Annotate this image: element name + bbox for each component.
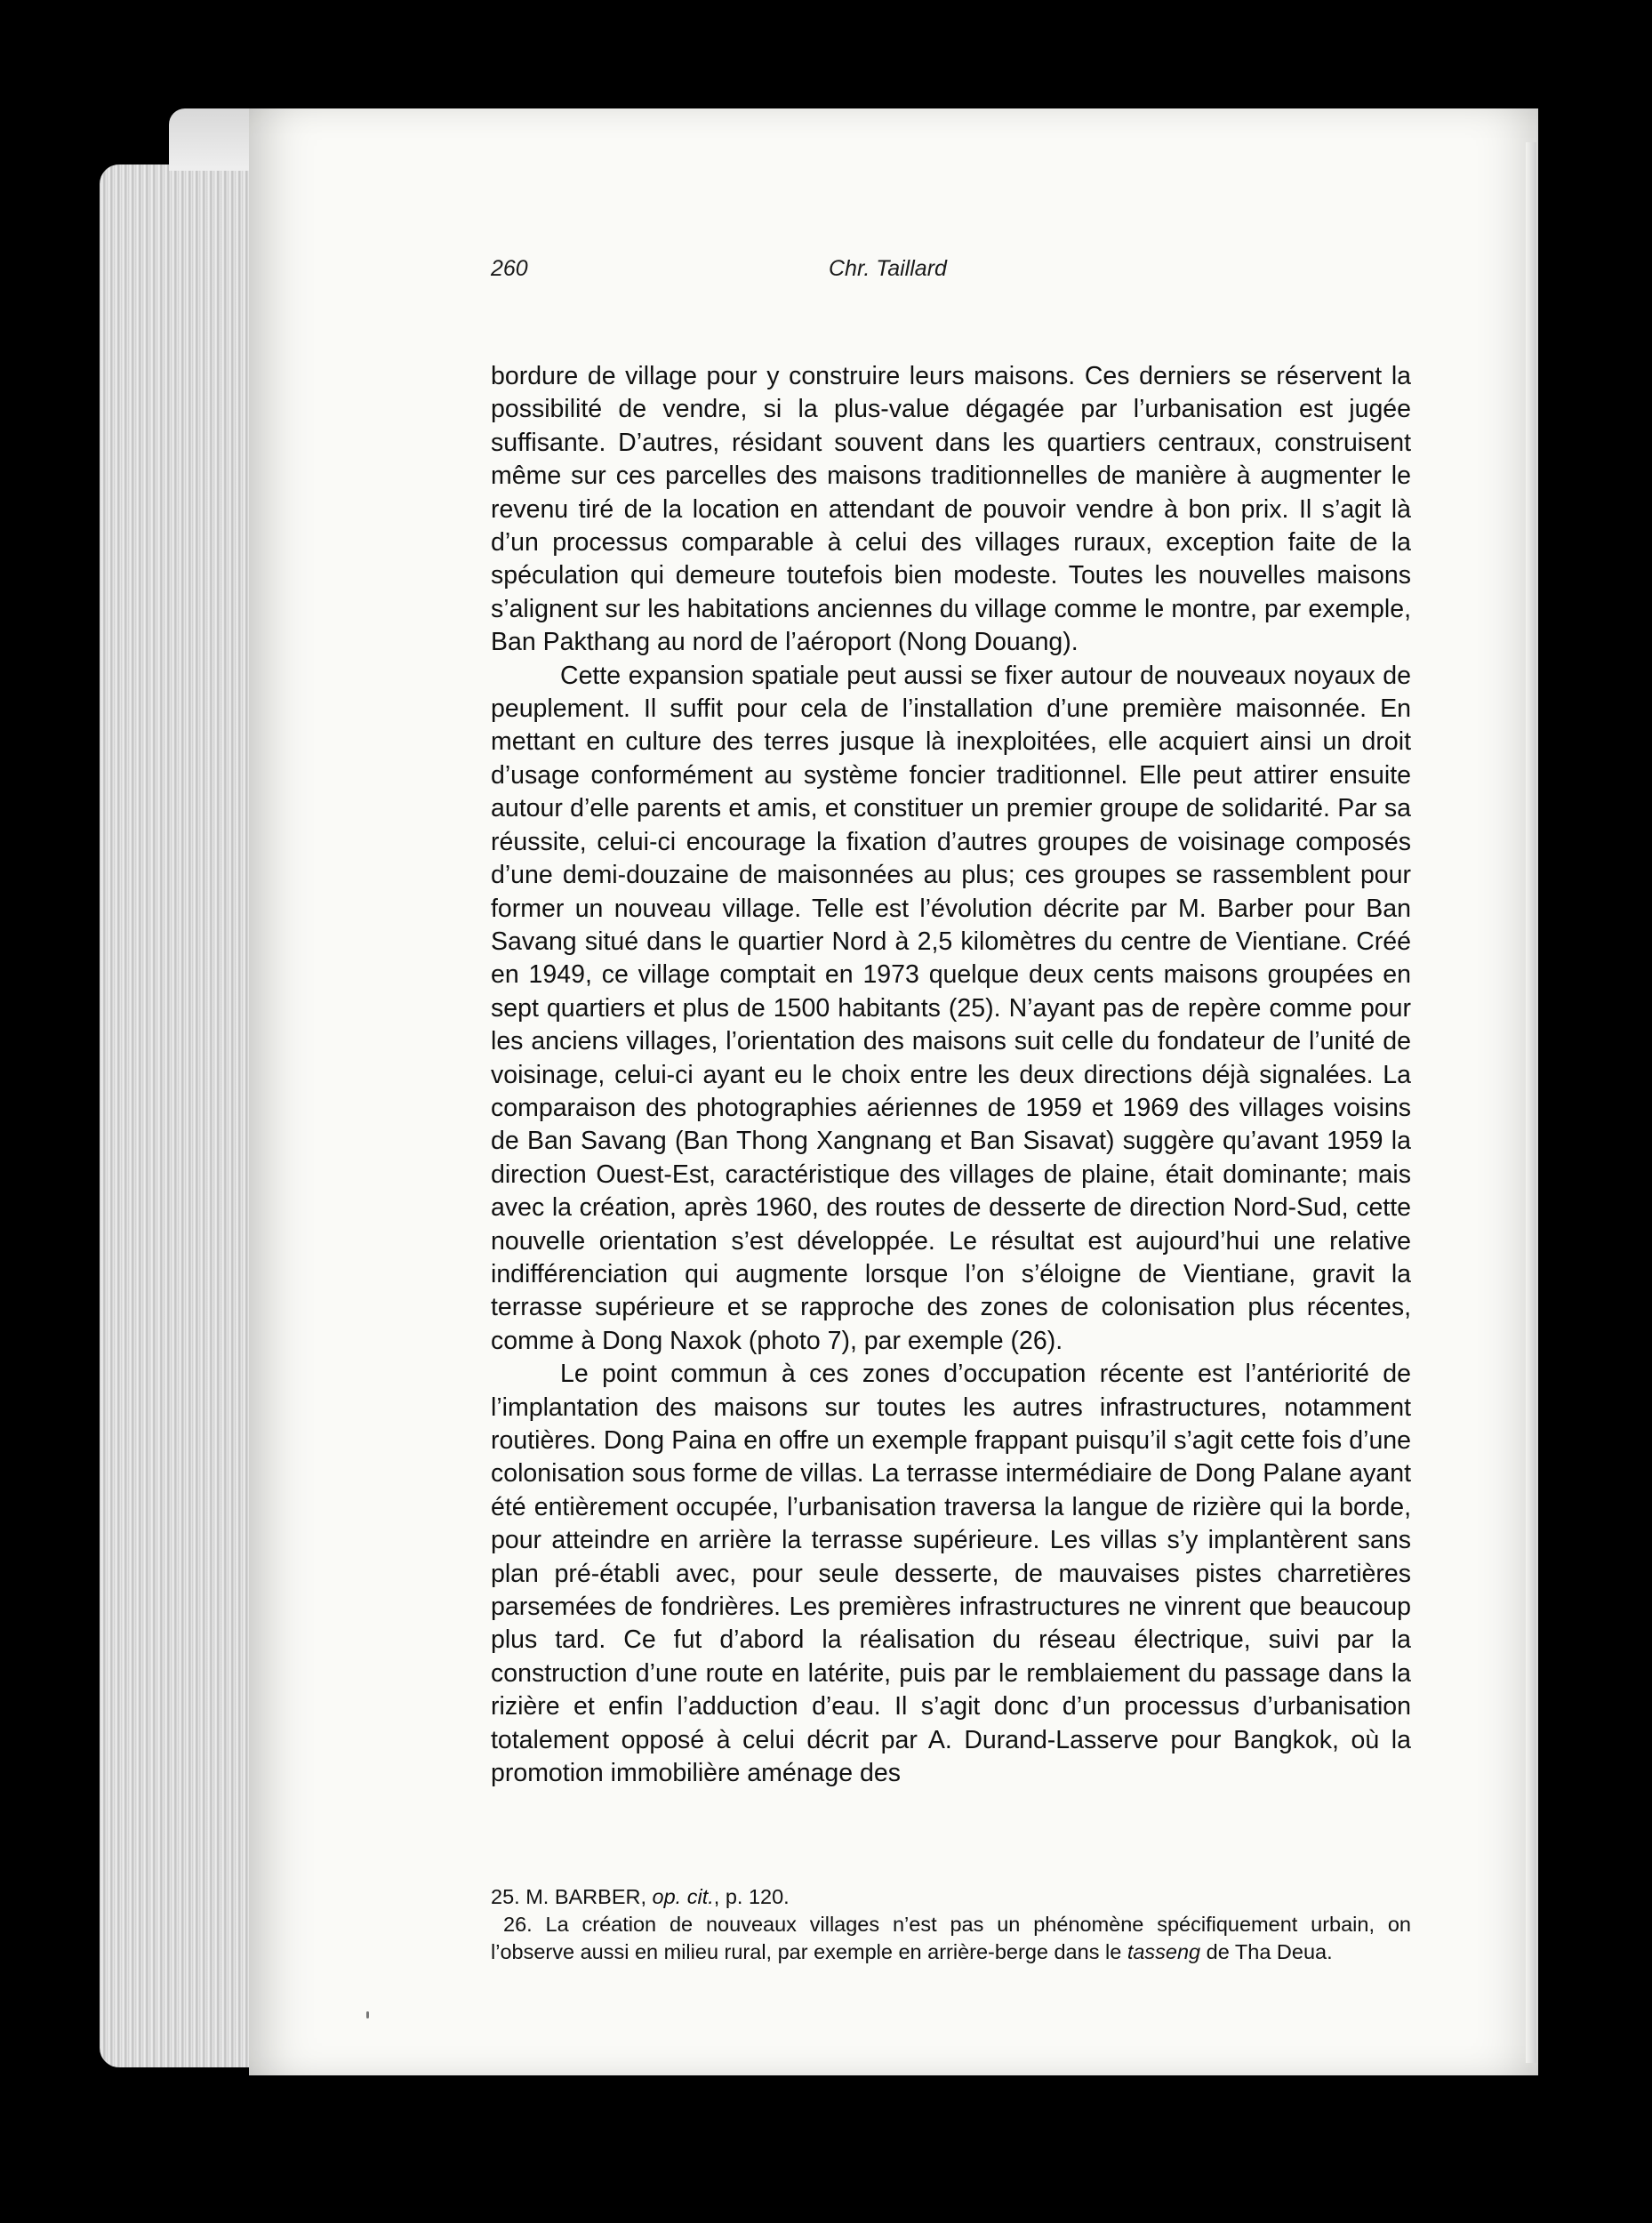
running-head: Chr. Taillard bbox=[829, 256, 947, 281]
footnote-25-tail: , p. 120. bbox=[713, 1885, 790, 1908]
footnote-25-italic: op. cit. bbox=[652, 1885, 714, 1908]
footnote-25-text: 25. M. BARBER, bbox=[491, 1885, 653, 1908]
paragraph-3: Le point commun à ces zones d’occupation récente est l’antériorité de l’implantation des maisons sur toutes les autres infrastructures, notamment routières. Dong Paina en offre un exemple frappant puisqu’il s’agit cette fois d’une colonisation sous forme de villas. La terrasse intermédiaire de Dong Palane ayant été entièrement occupée, l’urbanisation traversa la langue de rizière qui la borde, pour atteindre en arrière la terrasse supérieure. Les villas s’y implantèrent sans plan pré-établi avec, pour seule desserte, de mauvaises pistes charretières parsemées de fondrières. Les premières infrastructures ne vinrent que beaucoup plus tard. Ce fut d’abord la réalisation du réseau électrique, suivi par la construction d’une route en latérite, puis par le remblaiement du passage dans la rizière et enfin l’adduction d’eau. Il s’agit donc d’un processus d’urbanisation totalement opposé à celui décrit par A. Durand-Lasserve pour Bangkok, où la promotion immobilière aménage des bbox=[491, 1360, 1411, 1788]
page-header bbox=[491, 256, 1411, 292]
paragraph-1: bordure de village pour y construire leurs maisons. Ces derniers se réservent la possibilité de vendre, si la plus-value dégagée par l’urbanisation est jugée suffisante. D’autres, résidant souvent dans les quartiers centraux, construisent même sur ces parcelles des maisons traditionnelles de manière à augmenter le revenu tiré de la location en attendant de pouvoir vendre à bon prix. Il s’agit là d’un processus comparable à celui des villages ruraux, exception faite de la spéculation qui demeure toutefois bien modeste. Toutes les nouvelles maisons s’alignent sur les habitations anciennes du village comme le montre, par exemple, Ban Pakthang au nord de l’aéroport (Nong Douang). bbox=[491, 362, 1411, 657]
page-right-edge bbox=[1526, 142, 1536, 2063]
footnote-25 bbox=[491, 1883, 1411, 1911]
footnote-26-italic: tasseng bbox=[1127, 1940, 1201, 1963]
page-stack-edge bbox=[100, 165, 255, 2067]
footnote-26-tail: de Tha Deua. bbox=[1200, 1940, 1333, 1963]
page-number: 260 bbox=[491, 256, 528, 281]
footnote-26-text: 26. La création de nouveaux villages n’est pas un phénomène spécifiquement urbain, on l’observe aussi en milieu rural, par exemple en arrière-berge dans le bbox=[491, 1913, 1411, 1963]
footnotes bbox=[491, 1883, 1411, 1966]
footnote-26 bbox=[491, 1911, 1411, 1966]
margin-mark bbox=[366, 2011, 369, 2018]
body-text bbox=[491, 360, 1411, 1790]
paragraph-2: Cette expansion spatiale peut aussi se fixer autour de nouveaux noyaux de peuplement. Il suffit pour cela de l’installation d’une première maisonnée. En mettant en culture des terres jusque là inexploitées, elle acquiert ainsi un droit d’usage conformément au système foncier traditionnel. Elle peut attirer ensuite autour d’elle parents et amis, et constituer un premier groupe de solidarité. Par sa réussite, celui-ci encourage la fixation d’autres groupes de voisinage composés d’une demi-douzaine de maisonnées au plus; ces groupes se rassemblent pour former un nouveau village. Telle est l’évolution décrite par M. Barber pour Ban Savang situé dans le quartier Nord à 2,5 kilomètres du centre de Vientiane. Créé en 1949, ce village comptait en 1973 quelque deux cents maisons groupées en sept quartiers et plus de 1500 habitants (25). N’ayant pas de repère comme pour les anciens villages, l’orientation des maisons suit celle du fondateur de l’unité de voisinage, celui-ci ayant eu le choix entre les deux directions déjà signalées. La comparaison des photographies aériennes de 1959 et 1969 des villages voisins de Ban Savang (Ban Thong Xangnang et Ban Sisavat) suggère qu’avant 1959 la direction Ouest-Est, caractéristique des villages de plaine, était dominante; mais avec la création, après 1960, des routes de desserte de direction Nord-Sud, cette nouvelle orientation s’est développée. Le résultat est aujourd’hui une relative indifférenciation qui augmente lorsque l’on s’éloigne de Vientiane, gravit la terrasse supérieure et se rapproche des zones de colonisation plus récentes, comme à Dong Naxok (photo 7), par exemple (26). bbox=[491, 661, 1411, 1355]
